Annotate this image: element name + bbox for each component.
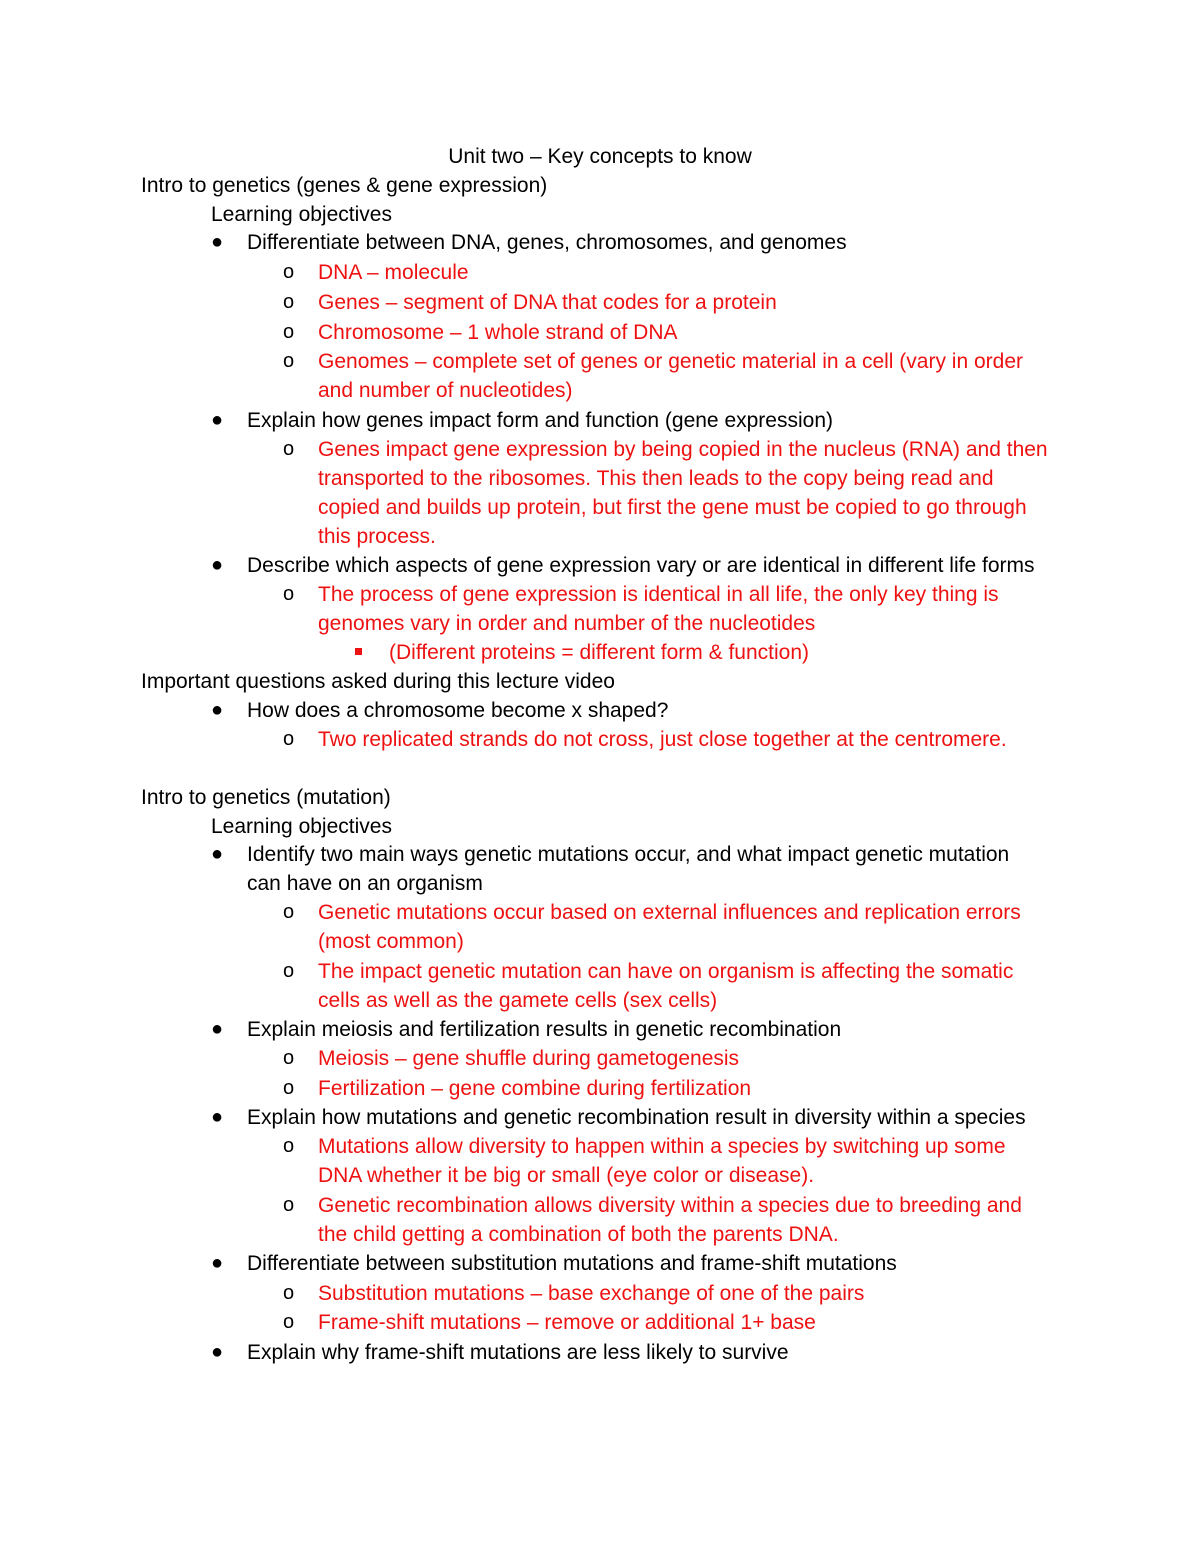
answer-text: Fertilization – gene combine during fertilization [318,1077,752,1100]
objective-text: Explain how mutations and genetic recombination result in diversity within a species [247,1106,1026,1129]
answer-text: Substitution mutations – base exchange of one of the pairs [318,1282,865,1305]
circle-marker: o [283,1311,295,1333]
bullet-marker: ● [211,231,224,253]
questions-heading: Important questions asked during this lecture video [141,670,615,693]
answer-text: this process. [318,525,436,548]
answer-text: DNA whether it be big or small (eye color or disease). [318,1164,815,1187]
circle-marker: o [283,960,295,982]
section-subheading: Learning objectives [211,815,392,838]
circle-marker: o [283,291,295,313]
bullet-marker: ● [211,554,224,576]
bullet-marker: ● [211,409,224,431]
circle-marker: o [283,728,295,750]
objective-text: Differentiate between DNA, genes, chromosomes, and genomes [247,231,847,254]
circle-marker: o [283,350,295,372]
objective-text: Identify two main ways genetic mutations occur, and what impact genetic mutation [247,843,1010,866]
section-subheading: Learning objectives [211,203,392,226]
answer-text: The process of gene expression is identical in all life, the only key thing is [318,583,999,606]
objective-text: can have on an organism [247,872,483,895]
bullet-marker: ● [211,1106,224,1128]
circle-marker: o [283,583,295,605]
circle-marker: o [283,1135,295,1157]
circle-marker: o [283,321,295,343]
circle-marker: o [283,1047,295,1069]
answer-text: cells as well as the gamete cells (sex cells) [318,989,718,1012]
answer-text: Genes – segment of DNA that codes for a protein [318,291,777,314]
bullet-marker: ● [211,843,224,865]
answer-text: Genetic recombination allows diversity within a species due to breeding and [318,1194,1022,1217]
answer-text: The impact genetic mutation can have on organism is affecting the somatic [318,960,1014,983]
answer-text: copied and builds up protein, but first the gene must be copied to go through [318,496,1027,519]
section-heading: Intro to genetics (mutation) [141,786,391,809]
answer-text: (most common) [318,930,464,953]
answer-text: and number of nucleotides) [318,379,573,402]
objective-text: Differentiate between substitution mutations and frame-shift mutations [247,1252,897,1275]
sub-answer-text: (Different proteins = different form & function) [389,641,810,664]
circle-marker: o [283,1077,295,1099]
page-title: Unit two – Key concepts to know [448,145,752,168]
answer-text: Mutations allow diversity to happen within a species by switching up some [318,1135,1006,1158]
circle-marker: o [283,261,295,283]
answer-text: DNA – molecule [318,261,469,284]
circle-marker: o [283,901,295,923]
square-bullet-icon [355,648,362,655]
answer-text: the child getting a combination of both the parents DNA. [318,1223,839,1246]
circle-marker: o [283,1282,295,1304]
answer-text: Meiosis – gene shuffle during gametogenesis [318,1047,740,1070]
answer-text: Genetic mutations occur based on external influences and replication errors [318,901,1021,924]
bullet-marker: ● [211,1252,224,1274]
answer-text: Genes impact gene expression by being copied in the nucleus (RNA) and then [318,438,1048,461]
answer-text: Two replicated strands do not cross, just close together at the centromere. [318,728,1007,751]
question-text: How does a chromosome become x shaped? [247,699,669,722]
bullet-marker: ● [211,699,224,721]
answer-text: Chromosome – 1 whole strand of DNA [318,321,678,344]
answer-text: transported to the ribosomes. This then leads to the copy being read and [318,467,994,490]
objective-text: Describe which aspects of gene expression vary or are identical in different life forms [247,554,1035,577]
objective-text: Explain meiosis and fertilization results in genetic recombination [247,1018,842,1041]
objective-text: Explain how genes impact form and function (gene expression) [247,409,833,432]
answer-text: Frame-shift mutations – remove or additional 1+ base [318,1311,816,1334]
bullet-marker: ● [211,1341,224,1363]
objective-text: Explain why frame-shift mutations are less likely to survive [247,1341,789,1364]
bullet-marker: ● [211,1018,224,1040]
circle-marker: o [283,438,295,460]
section-heading: Intro to genetics (genes & gene expression) [141,174,548,197]
answer-text: Genomes – complete set of genes or genetic material in a cell (vary in order [318,350,1024,373]
answer-text: genomes vary in order and number of the nucleotides [318,612,816,635]
circle-marker: o [283,1194,295,1216]
